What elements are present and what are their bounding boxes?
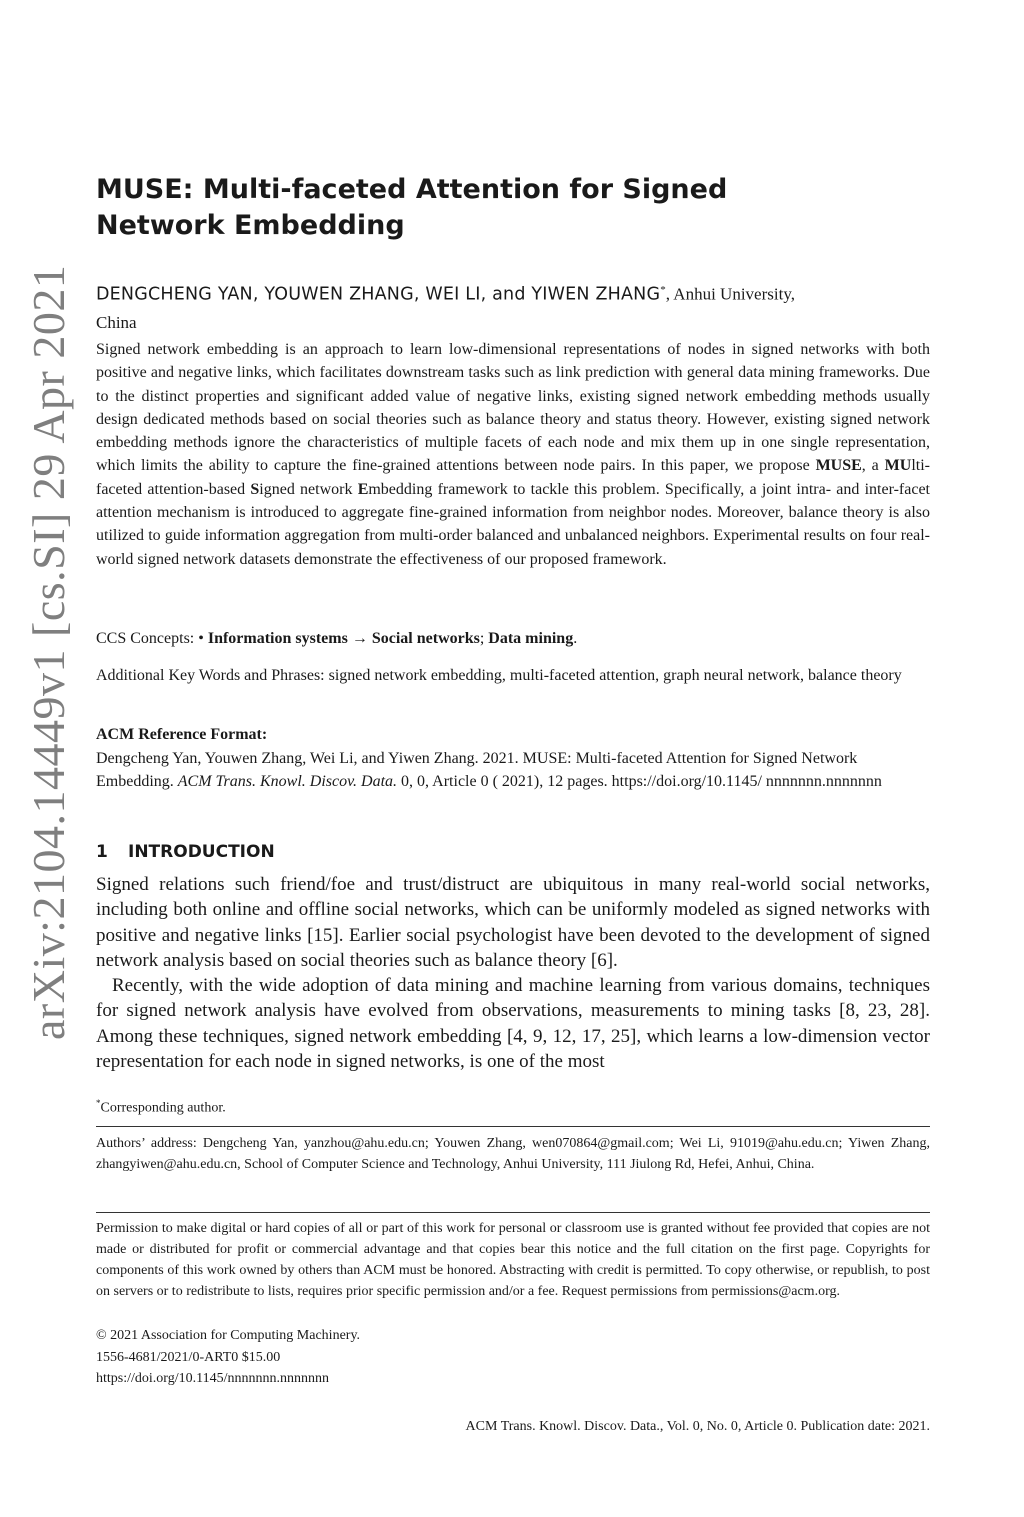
footnote <box>96 1094 226 1118</box>
corresponding-author-mark: * <box>660 284 666 296</box>
issn-line: 1556-4681/2021/0-ART0 $15.00 <box>96 1349 281 1365</box>
abstract-muse-name: MUSE <box>815 457 862 475</box>
copyright-line: © 2021 Association for Computing Machinery. <box>96 1328 361 1343</box>
footnote-mark: * <box>96 1098 101 1108</box>
arxiv-identifier-stamp: arXiv:2104.14449v1 [cs.SI] 29 Apr 2021 <box>23 264 74 1040</box>
authors-address: Authors’ address: Dengcheng Yan, yanzhou@ahu.edu.cn; Youwen Zhang, wen070864@gmail.com; Wei Li, 91019@ahu.edu.cn; Yiwen Zhang, zhangyiwen@ahu.edu.cn, School of Computer Science and Technology, Anhui University, 111 Jiulong Rd, Hefei, Anhui, China. <box>96 1136 930 1172</box>
footnote-text: Corresponding author. <box>100 1100 226 1116</box>
running-footer: ACM Trans. Knowl. Discov. Data., Vol. 0, No. 0, Article 0. Publication date: 2021. <box>465 1419 930 1434</box>
ccs-end: . <box>573 630 578 647</box>
affiliation-inline: , Anhui University, <box>665 284 795 304</box>
abstract-acronym-letter: S <box>250 480 260 498</box>
ccs-label: CCS Concepts: • <box>96 630 208 647</box>
section-title: INTRODUCTION <box>128 842 275 862</box>
ccs-concept: Social networks <box>371 630 480 647</box>
abstract-text: , a <box>861 457 885 475</box>
divider <box>96 1212 930 1213</box>
introduction-body <box>96 872 930 1074</box>
abstract-text: mbedding framework to tackle this problem. Specifically, a joint intra- and inter-facet attention mechanism is introduced to aggregate fine-grained information from neighbor nodes. Moreover, balance theory is also utilized to guide information aggregation from multi-order balanced and unbalanced neighbors. Experimental results on four real-world signed network datasets demonstrate the effectiveness of our proposed framework. <box>96 480 930 568</box>
paragraph: Recently, with the wide adoption of data mining and machine learning from various domains, techniques for signed network analysis have evolved from observations, measurements to mining tasks [8, 23, 28]. Among these techniques, signed network embedding [4, 9, 12, 17, 25], which learns a low-dimension vector representation for each node in signed networks, is one of the most <box>96 975 930 1073</box>
ccs-concept: Information systems <box>207 630 348 647</box>
abstract-text: igned network <box>259 480 358 498</box>
reference-text: Dengcheng Yan, Youwen Zhang, Wei Li, and Yiwen Zhang. 2021. MUSE: Multi-faceted Attention for Signed Network Embedding. <box>96 750 858 790</box>
keywords: Additional Key Words and Phrases: signed network embedding, multi-faceted attention, graph neural network, balance theory <box>96 667 902 684</box>
ccs-concept: Data mining <box>488 630 574 647</box>
abstract-acronym-letter: E <box>357 480 369 498</box>
section-number: 1 <box>96 842 108 862</box>
abstract-text: Signed network embedding is an approach to learn low-dimensional representations of nodes in signed networks with both positive and negative links, which facilitates downstream tasks such as link prediction with general data mining frameworks. Due to the distinct properties and significant added value of negative links, existing signed network embedding methods usually design dedicated methods based on social theories such as balance theory and status theory. However, existing signed network embedding methods ignore the characteristics of multiple facets of each node and mix them up in one single representation, which limits the ability to capture the fine-grained attentions between node pairs. In this paper, we propose <box>96 341 930 475</box>
ccs-arrow: → <box>347 630 372 647</box>
paragraph: Signed relations such friend/foe and trust/distruct are ubiquitous in many real-world social networks, including both online and offline social networks, which can be uniformly modeled as signed networks with positive and negative links [15]. Earlier social psychologist have been devoted to the development of signed network analysis based on social theories such as balance theory [6]. <box>96 874 930 971</box>
divider <box>96 1126 930 1127</box>
paper-title: MUSE: Multi-faceted Attention for Signed Network Embedding <box>96 174 728 241</box>
abstract <box>96 338 930 571</box>
copyright-block <box>96 1325 360 1390</box>
abstract-text: lti-faceted attention-based <box>96 457 930 498</box>
acm-reference-text <box>96 747 930 793</box>
doi-line: https://doi.org/10.1145/nnnnnnn.nnnnnnn <box>96 1371 329 1386</box>
ccs-separator: ; <box>479 630 489 647</box>
ccs-concepts <box>96 627 930 650</box>
section-heading <box>96 840 275 864</box>
author-block <box>96 277 930 336</box>
author-names: DENGCHENG YAN, YOUWEN ZHANG, WEI LI, and YIWEN ZHANG <box>96 284 661 305</box>
acm-reference-heading: ACM Reference Format: <box>96 726 268 743</box>
reference-journal: ACM Trans. Knowl. Discov. Data. <box>177 773 398 790</box>
abstract-acronym-letter: MU <box>884 457 912 475</box>
permission-notice: Permission to make digital or hard copies of all or part of this work for personal or classroom use is granted without fee provided that copies are not made or distributed for profit or commercial advantage and that copies bear this notice and the full citation on the first page. Copyrights for components of this work owned by others than ACM must be honored. Abstracting with credit is permitted. To copy otherwise, or republish, to post on servers or to redistribute to lists, requires prior specific permission and/or a fee. Request permissions from permissions@acm.org. <box>96 1221 930 1299</box>
affiliation-country: China <box>96 312 137 332</box>
reference-text: 0, 0, Article 0 ( 2021), 12 pages. https://doi.org/10.1145/ nnnnnnn.nnnnnnn <box>397 773 882 790</box>
